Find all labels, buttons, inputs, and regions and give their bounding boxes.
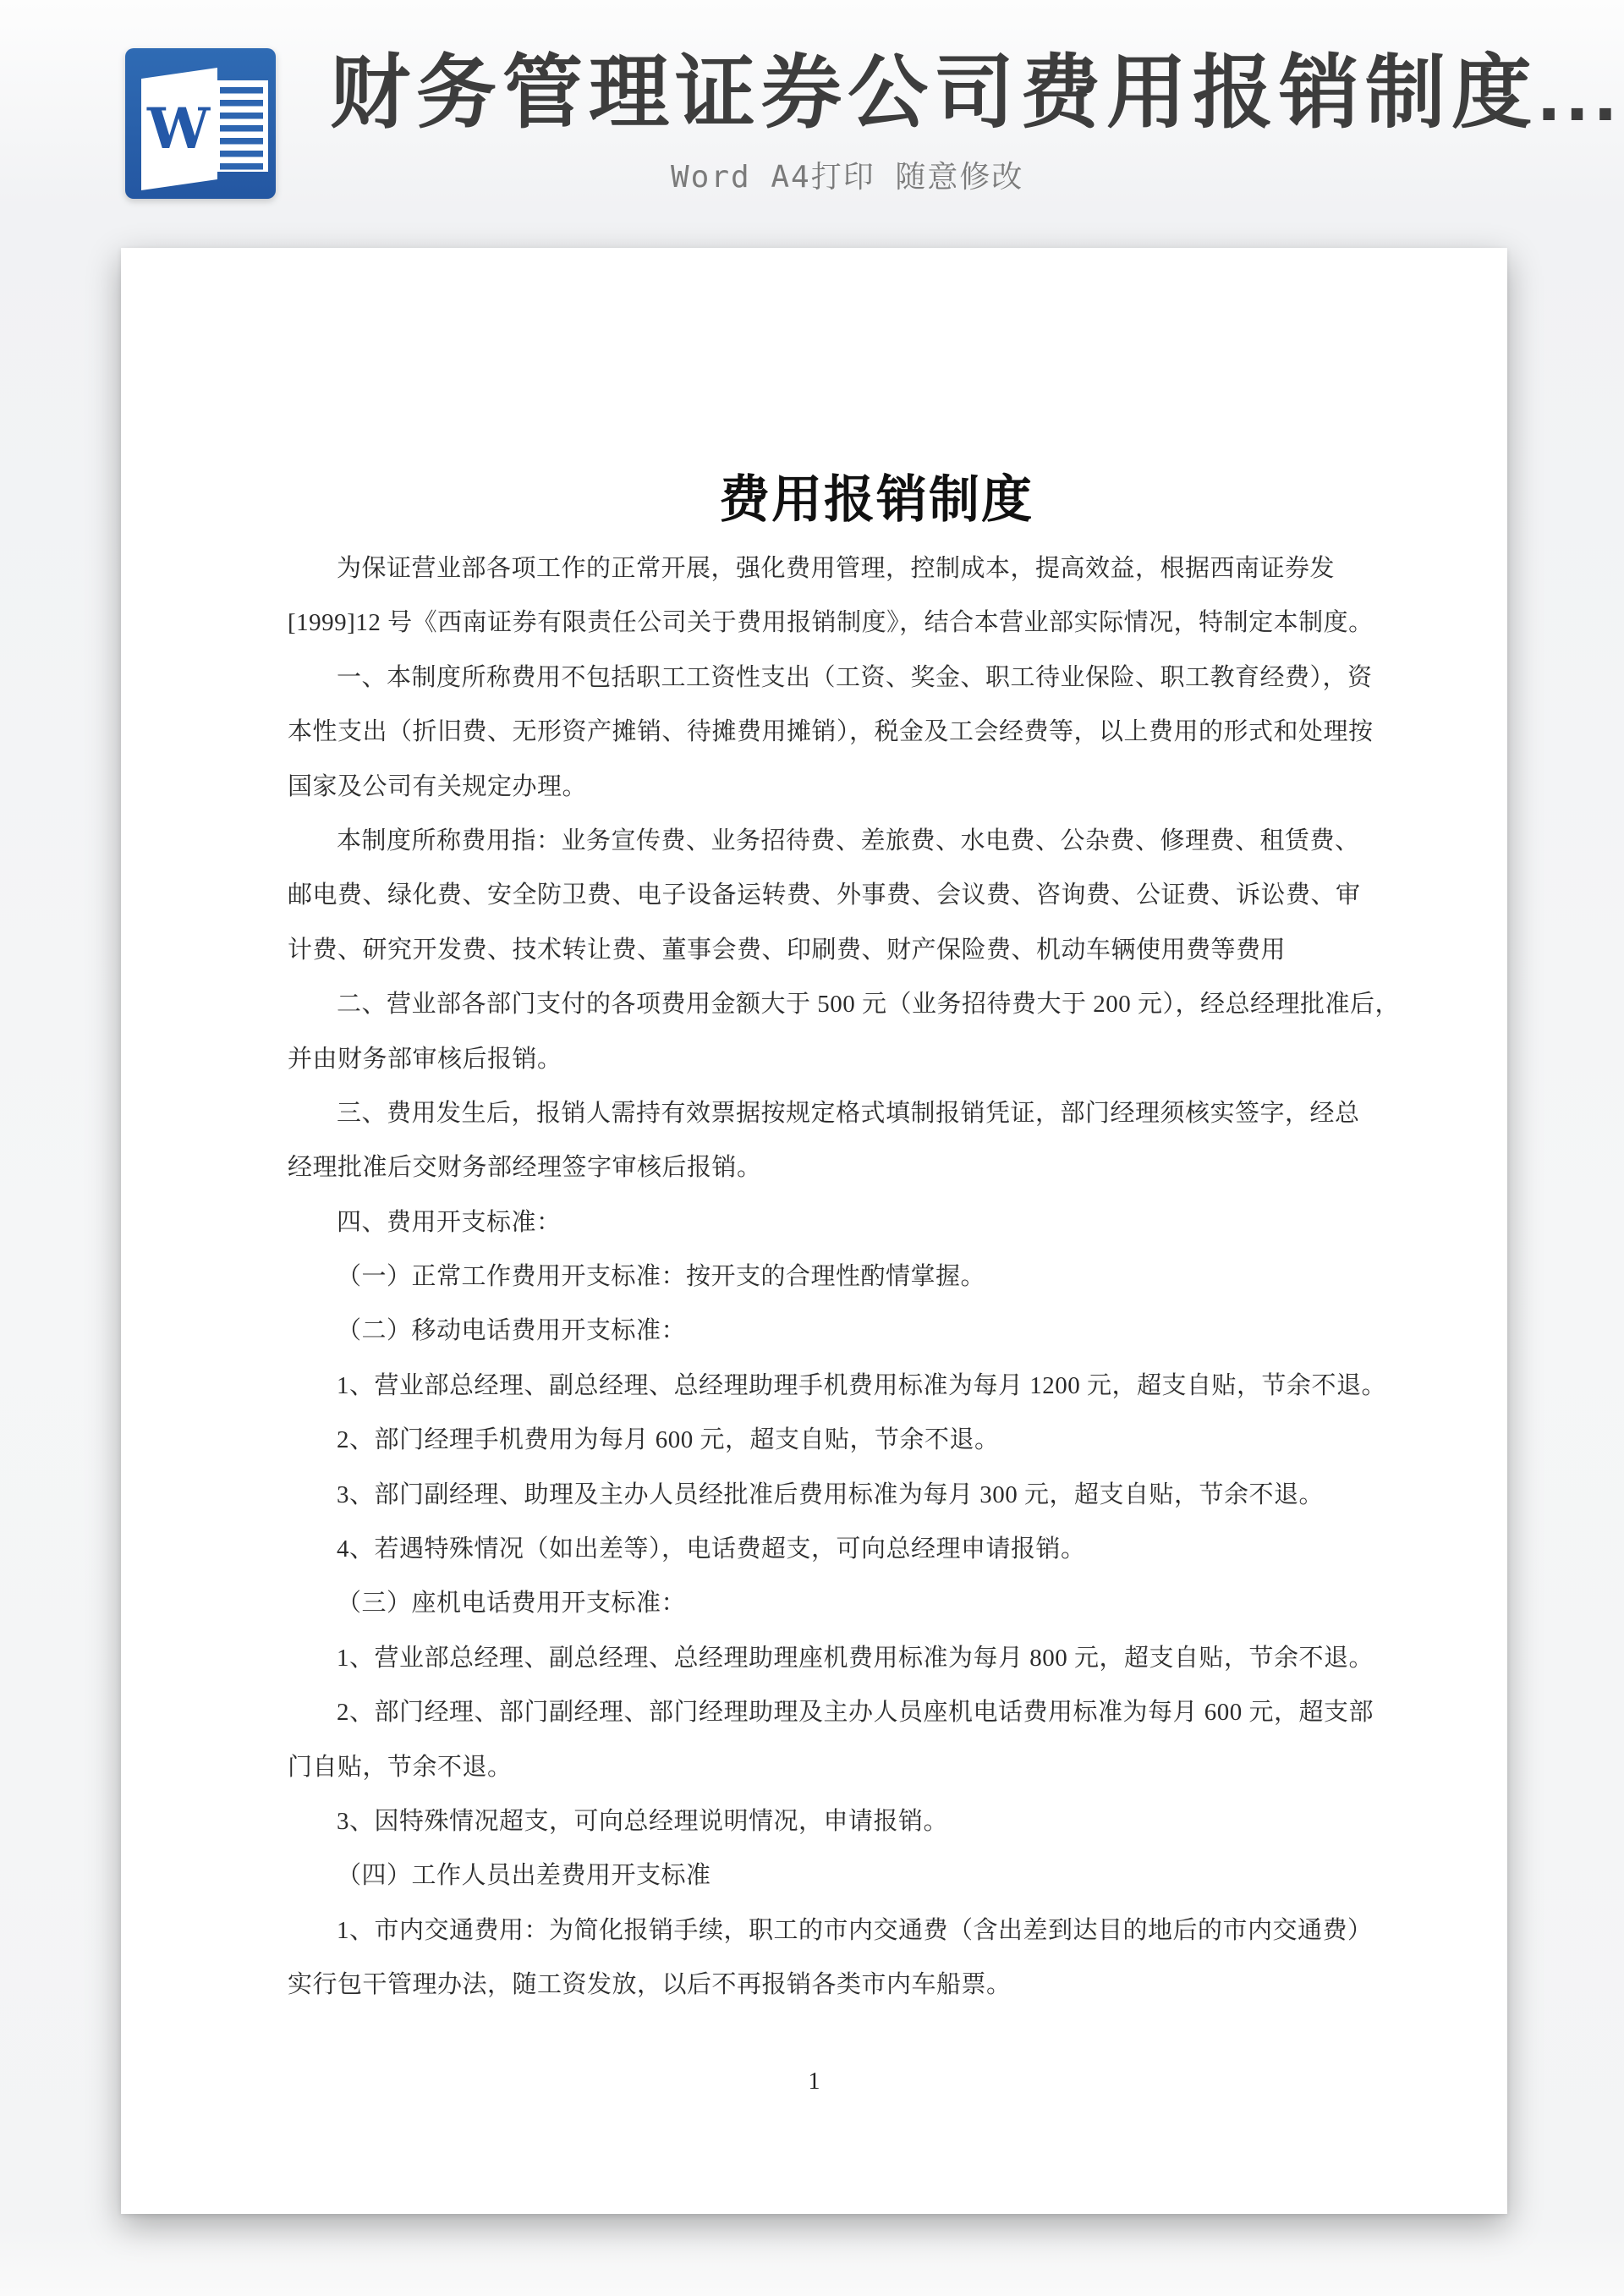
site-header — [0, 0, 1624, 248]
document-line: 1、营业部总经理、副总经理、总经理助理座机费用标准为每月 800 元，超支自贴，节余不退。 — [337, 1644, 1374, 1672]
document-line: （一）正常工作费用开支标准：按开支的合理性酌情掌握。 — [337, 1263, 986, 1291]
document-line: 并由财务部审核后报销。 — [288, 1045, 562, 1073]
document-line: 国家及公司有关规定办理。 — [288, 772, 588, 800]
document-line: 一、本制度所称费用不包括职工工资性支出（工资、奖金、职工待业保险、职工教育经费），资 — [337, 663, 1373, 691]
document-line: 3、因特殊情况超支，可向总经理说明情况，申请报销。 — [337, 1807, 949, 1835]
document-line: 三、费用发生后，报销人需持有效票据按规定格式填制报销凭证，部门经理须核实签字，经总 — [337, 1099, 1360, 1127]
document-line: 经理批准后交财务部经理签字审核后报销。 — [288, 1154, 762, 1182]
document-line: 邮电费、绿化费、安全防卫费、电子设备运转费、外事费、会议费、咨询费、公证费、诉讼费、审 — [288, 882, 1361, 909]
file-subtitle: Word A4打印 随意修改 — [671, 160, 1024, 195]
document-line: 本制度所称费用指：业务宣传费、业务招待费、差旅费、水电费、公杂费、修理费、租赁费、 — [337, 827, 1360, 854]
document-line: 2、部门经理手机费用为每月 600 元，超支自贴，节余不退。 — [337, 1426, 1000, 1454]
document-line: 实行包干管理办法，随工资发放，以后不再报销各类市内车船票。 — [288, 1971, 1012, 1999]
word-icon-letter: W — [146, 96, 211, 162]
document-line: 1、营业部总经理、副总经理、总经理助理手机费用标准为每月 1200 元，超支自贴，节余不退。 — [337, 1371, 1387, 1399]
document-line: 门自贴，节余不退。 — [288, 1753, 513, 1781]
document-line: 4、若遇特殊情况（如出差等），电话费超支，可向总经理申请报销。 — [337, 1535, 1086, 1563]
document-line: （二）移动电话费用开支标准： — [337, 1317, 687, 1345]
document-line: 2、部门经理、部门副经理、部门经理助理及主办人员座机电话费用标准为每月 600 元，超支部 — [337, 1699, 1374, 1727]
document-line: 二、营业部各部门支付的各项费用金额大于 500 元（业务招待费大于 200 元），经总经理批准后， — [337, 991, 1401, 1019]
document-line: 计费、研究开发费、技术转让费、董事会费、印刷费、财产保险费、机动车辆使用费等费用 — [288, 936, 1287, 964]
document-title: 费用报销制度 — [719, 472, 1034, 528]
document-line: 四、费用开支标准： — [337, 1208, 562, 1236]
document-line: 1、市内交通费用：为简化报销手续，职工的市内交通费（含出差到达目的地后的市内交通费） — [337, 1916, 1373, 1944]
document-line: 3、部门副经理、助理及主办人员经批准后费用标准为每月 300 元，超支自贴，节余不退。 — [337, 1480, 1325, 1508]
file-title: 财务管理证券公司费用报销制度... — [330, 49, 1623, 137]
document-line: [1999]12 号《西南证券有限责任公司关于费用报销制度》，结合本营业部实际情况，特制定本制度。 — [288, 609, 1374, 637]
document-line: （四）工作人员出差费用开支标准 — [337, 1862, 711, 1890]
page-number: 1 — [808, 2068, 820, 2095]
document-line: 本性支出（折旧费、无形资产摊销、待摊费用摊销），税金及工会经费等，以上费用的形式和处理按 — [288, 718, 1374, 746]
document-line: （三）座机电话费用开支标准： — [337, 1590, 687, 1618]
document-line: 为保证营业部各项工作的正常开展，强化费用管理，控制成本，提高效益，根据西南证券发 — [337, 555, 1336, 582]
word-icon-document-sheet — [215, 80, 268, 172]
document-page — [121, 248, 1507, 2214]
document-body — [288, 541, 1465, 2013]
word-icon — [125, 48, 276, 199]
